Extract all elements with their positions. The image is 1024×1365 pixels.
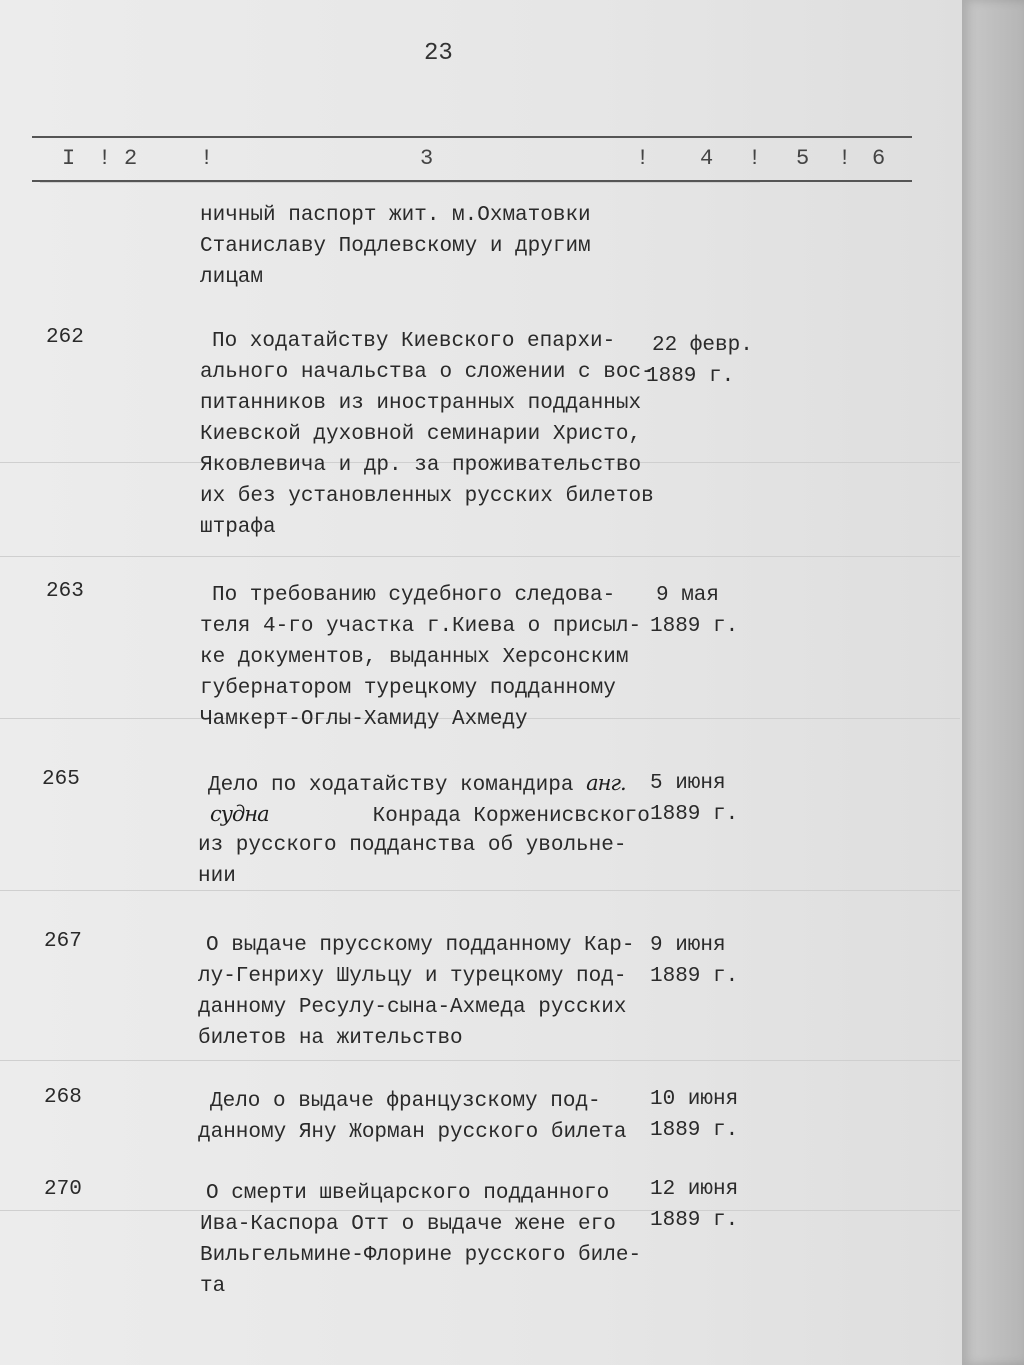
entry-description [200,326,672,543]
column-3-label: 3 [420,146,434,171]
description-line: теля 4-го участка г.Киева о присыл- [200,615,642,638]
entry-date [650,768,738,830]
description-line: из русского подданства об увольне- [198,834,627,857]
description-line: О выдаче прусскому подданному Кар- [206,934,635,957]
entry-date [650,1174,738,1236]
date-line: 1889 г. [650,615,739,638]
description-line: Станиславу Подлевскому и другим [200,235,591,258]
description-line: питанников из иностранных подданных [200,392,642,415]
date-line: 1889 г. [650,1119,739,1142]
entry-description [200,580,672,735]
description-line: Чамкерт-Оглы-Хамиду Ахмеду [200,708,528,731]
date-line: 5 июня [650,772,726,795]
description-line: Яковлевича и др. за проживательство [200,454,642,477]
date-line: 1889 г. [650,1209,739,1232]
bleed-through-line [40,182,760,183]
description-line: губернатором турецкому подданному [200,677,616,700]
description-line: По требованию судебного следова- [212,584,616,607]
description-line: штрафа [200,516,276,539]
description-line: билетов на жительство [198,1027,463,1050]
entry-number: 268 [44,1086,82,1109]
description-line: Дело о выдаче французскому под- [210,1090,601,1113]
description-line: нии [198,865,236,888]
description-text: Дело по ходатайству командира [208,774,574,797]
description-line [208,768,668,799]
column-4-label: 4 [700,146,714,171]
entry-number: 265 [42,768,80,791]
entry-description [198,930,666,1054]
date-line: 12 июня [650,1178,739,1201]
entry-number: 267 [44,930,82,953]
description-line: ального начальства о сложении с вос- [200,361,654,384]
entry-description [200,200,660,293]
bleed-through-line [0,556,960,557]
column-2-label: 2 [124,146,138,171]
description-line [210,799,668,830]
page-edge-shadow [962,0,1024,1365]
page-number: 23 [424,40,453,67]
entry-description [198,768,668,892]
date-line: 9 мая [656,584,720,607]
date-line: 9 июня [650,934,726,957]
bleed-through-line [0,1060,960,1061]
entry-date [650,1084,738,1146]
header-rule-bottom [32,180,912,182]
description-line: лицам [200,266,264,289]
description-line: ке документов, выданных Херсонским [200,646,629,669]
entry-number: 270 [44,1178,82,1201]
description-line: О смерти швейцарского подданного [206,1182,610,1205]
column-5-label: 5 [796,146,810,171]
description-line: данному Яну Жорман русского билета [198,1121,627,1144]
entry-date [650,580,739,642]
entry-number: 262 [46,326,84,349]
handwritten-note: судна [210,802,269,826]
entry-date [646,330,753,392]
column-separator: ! [636,146,650,171]
date-line: 1889 г. [650,803,739,826]
handwritten-note: анг. [586,771,626,795]
description-line: Вильгельмине-Флорине русского биле- [200,1244,642,1267]
column-separator: ! [200,146,214,171]
entry-number: 263 [46,580,84,603]
header-rule-top [32,136,912,138]
description-line: По ходатайству Киевского епархи- [212,330,616,353]
description-line: Ива-Каспора Отт о выдаче жене его [200,1213,616,1236]
date-line: 22 февр. [652,334,753,357]
entry-date [650,930,738,992]
description-text: Конрада Корженисвского [372,805,650,828]
description-line: та [200,1275,226,1298]
description-line: их без установленных русских билетов [200,485,654,508]
description-line: данному Ресулу-сына-Ахмеда русских [198,996,627,1019]
date-line: 1889 г. [650,965,739,988]
description-line: лу-Генриху Шульцу и турецкому под- [198,965,627,988]
column-separator: ! [98,146,112,171]
description-line: Киевской духовной семинарии Христо, [200,423,642,446]
date-line: 1889 г. [646,365,735,388]
entry-description [200,1178,666,1302]
column-1-label: I [62,146,76,171]
entry-description [198,1086,670,1148]
description-line: ничный паспорт жит. м.Охматовки [200,204,591,227]
date-line: 10 июня [650,1088,739,1111]
column-6-label: 6 [872,146,886,171]
column-separator: ! [838,146,852,171]
column-separator: ! [748,146,762,171]
